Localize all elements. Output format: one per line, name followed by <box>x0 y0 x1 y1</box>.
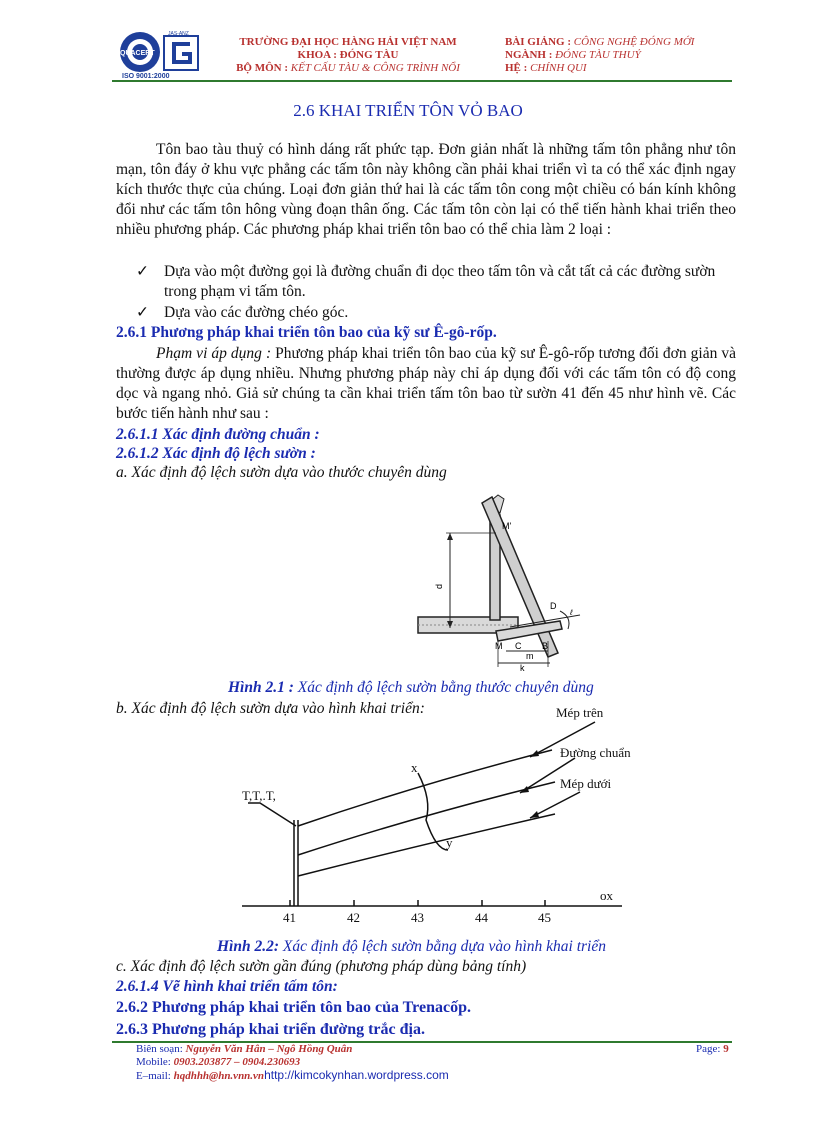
label-x: x <box>411 760 418 775</box>
logo-iso: ISO 9001:2000 <box>122 73 170 80</box>
page-title: 2.6 KHAI TRIỂN TÔN VỎ BAO <box>293 101 523 120</box>
check-icon: ✓ <box>136 304 149 321</box>
header-institution <box>218 36 478 75</box>
intro-paragraph: Tôn bao tàu thuỷ có hình dáng rất phức tạp. Đơn giản nhất là những tấm tôn phẳng như tôn mạn, tôn đáy ở khu vực phẳng các tấm tôn này không cần phải khai triển vì ta có thể xác định ngay kích thước thực của chúng. Loại đơn giản thứ hai là các tấm tôn cong một chiều có bán kính không đổi như các tấm tôn hông vùng đoạn thân ống. Các tấm tôn còn lại có thể tiến hành khai triển theo nhiều phương pháp. Các phương pháp khai triển tôn bao có thể chia làm 2 loại : <box>116 141 736 238</box>
subsection-2-6-1-2: 2.6.1.2 Xác định độ lệch sườn : <box>116 445 316 462</box>
figure-2-1-caption: Hình 2.1 : Xác định độ lệch sườn bằng thước chuyên dùng <box>228 679 594 696</box>
frame-label: 43 <box>411 910 424 925</box>
subsection-2-6-1-4: 2.6.1.4 Vẽ hình khai triển tấm tôn: <box>116 978 338 995</box>
header-university: TRƯỜNG ĐẠI HỌC HÀNG HẢI VIỆT NAM <box>239 36 457 48</box>
logo-brand: QUACERT <box>120 50 155 57</box>
logo <box>118 30 206 80</box>
frame-label: 41 <box>283 910 296 925</box>
label-B: B <box>542 641 549 651</box>
label-angle: ℓ <box>570 608 573 617</box>
label-y: y <box>446 835 453 850</box>
bullet-item: ✓ Dựa vào các đường chéo góc. <box>136 304 349 321</box>
frame-label: 45 <box>538 910 551 925</box>
footer-url[interactable]: http://kimcokynhan.wordpress.com <box>264 1068 449 1082</box>
header-lecture: BÀI GIẢNG : CÔNG NGHỆ ĐÓNG MỚI <box>505 36 695 48</box>
label-m: m <box>526 651 534 661</box>
footer <box>136 1043 736 1083</box>
subsection-2-6-1-1: 2.6.1.1 Xác định đường chuẩn : <box>116 426 320 443</box>
label-k: k <box>520 663 525 673</box>
item-c: c. Xác định độ lệch sườn gần đúng (phương pháp dùng bảng tính) <box>116 958 527 975</box>
header-system: HỆ : CHÍNH QUI <box>505 62 587 74</box>
header-department: BỘ MÔN : KẾT CẤU TÀU & CÔNG TRÌNH NỔI <box>236 62 460 74</box>
logo-top-text: JAS-ANZ <box>168 31 189 37</box>
figure-2-2-caption: Hình 2.2: Xác định độ lệch sườn bằng dựa vào hình khai triển <box>217 938 606 955</box>
header-divider <box>112 80 732 82</box>
quacert-logo <box>118 30 206 80</box>
label-ox: ox <box>600 888 613 903</box>
frame-label: 42 <box>347 910 360 925</box>
label-C: C <box>515 641 522 651</box>
scope-paragraph: Phạm vi áp dụng : Phương pháp khai triển tôn bao của kỹ sư Ê-gô-rốp tương đối đơn giản và thường được áp dụng nhiều. Nhưng phương pháp này chỉ áp dụng đối với các tấm tôn có độ cong dọc và ngang nhỏ. Giả sử chúng ta cần khai triển tấm tôn bao từ sườn 41 đến 45 như hình vẽ. Các bước tiến hành như sau : <box>116 345 736 422</box>
section-heading-2-6-2: 2.6.2 Phương pháp khai triển tôn bao của Trenacốp. <box>116 999 471 1016</box>
section-heading-2-6-3: 2.6.3 Phương pháp khai triển đường trắc địa. <box>116 1021 425 1038</box>
label-T: T,T,.T, <box>242 788 276 803</box>
label-m-prime: M' <box>502 521 512 531</box>
section-heading-2-6-1: 2.6.1 Phương pháp khai triển tôn bao của kỹ sư Ê-gô-rốp. <box>116 324 497 341</box>
bullet-item: ✓ Dựa vào một đường gọi là đường chuẩn đi dọc theo tấm tôn và cắt tất cả các đường sườn trong phạm vi tấm tôn. <box>136 263 716 300</box>
label-lower-edge: Mép dưới <box>560 776 612 791</box>
footer-email: E–mail: hqdhhh@hn.vnn.vnhttp://kimcokynhan.wordpress.com <box>136 1068 449 1082</box>
header-course <box>505 36 765 75</box>
label-D: D <box>550 601 557 611</box>
figure-2-2 <box>230 700 650 930</box>
label-M: M <box>495 641 503 651</box>
header-major: NGÀNH : ĐÓNG TÀU THUỶ <box>505 49 641 61</box>
footer-author: Biên soạn: Nguyễn Văn Hân – Ngô Hồng Quân <box>136 1043 353 1055</box>
label-d: d <box>434 583 444 589</box>
item-a: a. Xác định độ lệch sườn dựa vào thước chuyên dùng <box>116 464 447 481</box>
dimension-d <box>446 533 496 628</box>
check-icon: ✓ <box>136 263 149 280</box>
label-reference-line: Đường chuẩn <box>560 745 631 760</box>
header-faculty: KHOA : ĐÓNG TÀU <box>297 49 399 61</box>
footer-page: Page: 9 <box>696 1043 729 1055</box>
figure-2-1 <box>410 493 590 673</box>
footer-mobile: Mobile: 0903.203877 – 0904.230693 <box>136 1056 301 1068</box>
item-b: b. Xác định độ lệch sườn dựa vào hình khai triển: <box>116 700 425 717</box>
label-upper-edge: Mép trên <box>556 705 604 720</box>
frame-label: 44 <box>475 910 488 925</box>
